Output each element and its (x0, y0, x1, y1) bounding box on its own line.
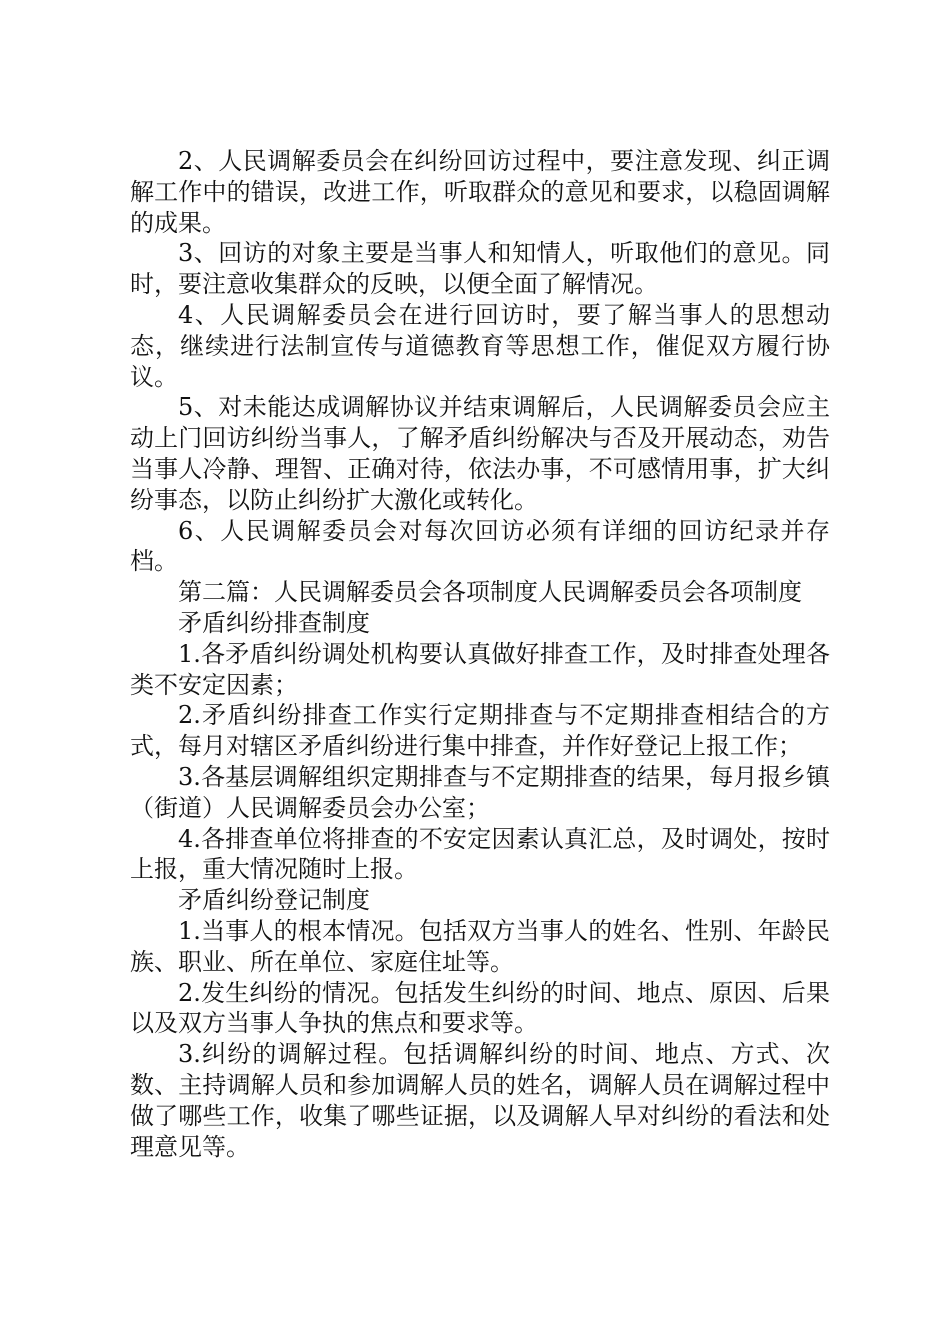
paragraph-revisit-5: 5、对未能达成调解协议并结束调解后，人民调解委员会应主动上门回访纠纷当事人，了解矛盾纠纷解决与否及开展动态，劝告当事人冷静、理智、正确对待，依法办事，不可感情用事，扩大纠纷事态，以防止纠纷扩大激化或转化。 (130, 393, 830, 514)
paragraph-investigation-2: 2.矛盾纠纷排查工作实行定期排查与不定期排查相结合的方式，每月对辖区矛盾纠纷进行集中排查，并作好登记上报工作； (130, 701, 830, 761)
paragraph-investigation-3: 3.各基层调解组织定期排查与不定期排查的结果，每月报乡镇（街道）人民调解委员会办公室； (130, 762, 830, 822)
document-page (130, 146, 830, 1162)
section-title: 第二篇：人民调解委员会各项制度人民调解委员会各项制度 (178, 578, 802, 607)
paragraph-investigation-1: 1.各矛盾纠纷调处机构要认真做好排查工作，及时排查处理各类不安定因素； (130, 639, 830, 699)
paragraph-registration-2: 2.发生纠纷的情况。包括发生纠纷的时间、地点、原因、后果以及双方当事人争执的焦点和要求等。 (130, 978, 830, 1038)
subheading-registration: 矛盾纠纷登记制度 (178, 886, 370, 915)
paragraph-revisit-6: 6、人民调解委员会对每次回访必须有详细的回访纪录并存档。 (130, 516, 830, 576)
paragraph-registration-1: 1.当事人的根本情况。包括双方当事人的姓名、性别、年龄民族、职业、所在单位、家庭住址等。 (130, 916, 830, 976)
paragraph-revisit-4: 4、人民调解委员会在进行回访时，要了解当事人的思想动态，继续进行法制宣传与道德教育等思想工作，催促双方履行协议。 (130, 300, 830, 391)
subheading-investigation: 矛盾纠纷排查制度 (178, 608, 370, 637)
paragraph-investigation-4: 4.各排查单位将排查的不安定因素认真汇总，及时调处，按时上报，重大情况随时上报。 (130, 824, 830, 884)
paragraph-revisit-3: 3、回访的对象主要是当事人和知情人，听取他们的意见。同时，要注意收集群众的反映，以便全面了解情况。 (130, 239, 830, 299)
paragraph-revisit-2: 2、人民调解委员会在纠纷回访过程中，要注意发现、纠正调解工作中的错误，改进工作，听取群众的意见和要求，以稳固调解的成果。 (130, 147, 830, 237)
paragraph-registration-3: 3.纠纷的调解过程。包括调解纠纷的时间、地点、方式、次数、主持调解人员和参加调解人员的姓名，调解人员在调解过程中做了哪些工作，收集了哪些证据，以及调解人早对纠纷的看法和处理意见等。 (130, 1040, 830, 1161)
